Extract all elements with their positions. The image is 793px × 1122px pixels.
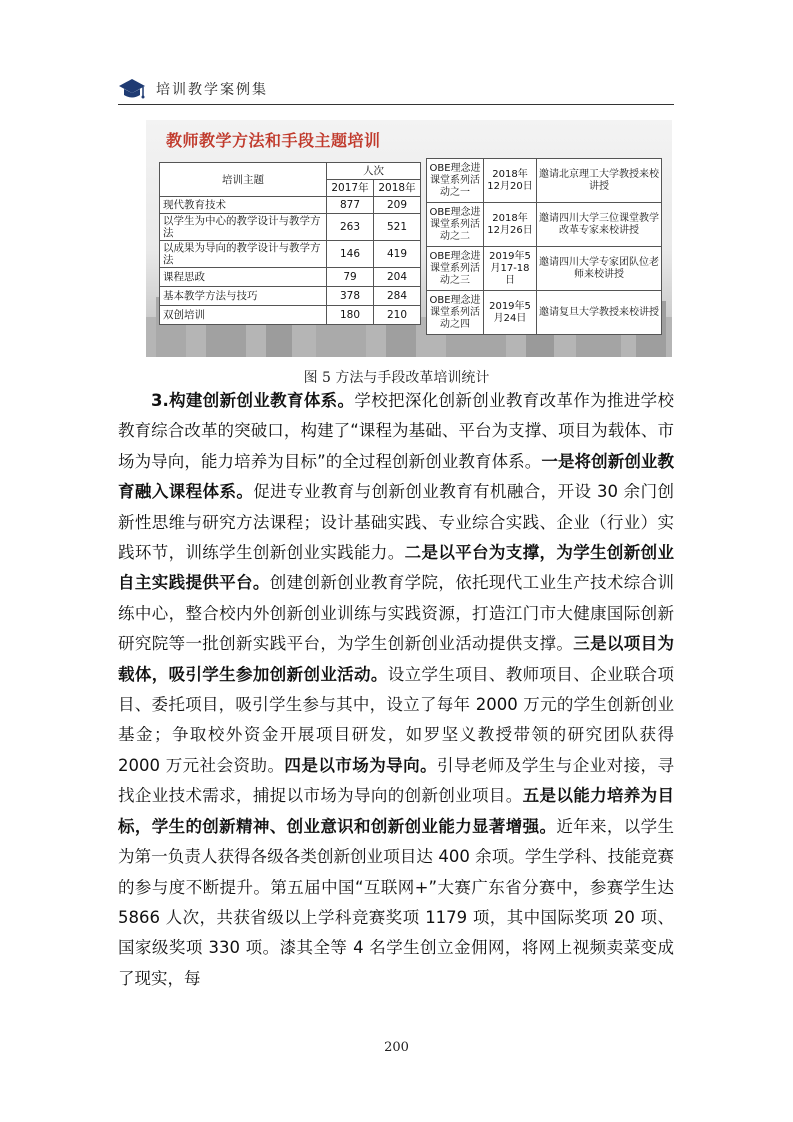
paragraph-text: 创建创新创业教育学院，依托现代工业生产技术综合训练中心，整合校内外创新创业训练与实践资源，打造江门市大健康国际创新研究院等一批创新实践平台，为学生创新创业活动提供支撑。 <box>118 573 674 654</box>
table-row <box>160 214 421 241</box>
table-row <box>160 306 421 325</box>
year-header-2018: 2018年 <box>374 180 421 197</box>
value-cell: 209 <box>374 197 421 214</box>
date-cell: 2019年5月24日 <box>484 291 537 335</box>
topic-header: 培训主题 <box>160 163 327 197</box>
body-text <box>118 386 674 994</box>
topic-cell: 课程思政 <box>160 268 327 287</box>
table-row <box>427 203 662 247</box>
point-heading: 四是以市场为导向。 <box>284 755 438 775</box>
header-title: 培训教学案例集 <box>156 82 268 98</box>
activity-cell: OBE理念进课堂系列活动之四 <box>427 291 484 335</box>
value-cell: 146 <box>327 241 374 268</box>
figure-caption: 图 5 方法与手段改革培训统计 <box>303 370 490 386</box>
date-cell: 2019年5月17-18日 <box>484 247 537 291</box>
value-cell: 210 <box>374 306 421 325</box>
date-cell: 2018年12月20日 <box>484 159 537 203</box>
paragraph-text: 促进专业教育与创新创业教育有机融合，开设 30 余门创新性思维与研究方法课程；设计基础实践、专业综合实践、企业（行业）实践环节，训练学生创新创业实践能力。 <box>118 482 674 563</box>
value-cell: 180 <box>327 306 374 325</box>
year-header-2017: 2017年 <box>327 180 374 197</box>
paragraph-text: 近年来，以学生为第一负责人获得各级各类创新创业项目达 400 余项。学生学科、技能竞赛的参与度不断提升。第五届中国“互联网+”大赛广东省分赛中，参赛学生达 5866 人次，共获省级以上学科竞赛奖项 1179 项，其中国际奖项 20 项、国家级奖项 330 项。漆其全等 4 名学生创立金佣网，将网上视频卖菜变成了现实，每 <box>118 816 674 988</box>
table-row <box>427 291 662 335</box>
group-header: 人次 <box>327 163 421 180</box>
description-cell: 邀请复旦大学教授来校讲授 <box>537 291 662 335</box>
point-heading: 三是以项目为载体，吸引学生参加创新创业活动。 <box>118 634 674 684</box>
description-cell: 邀请四川大学三位课堂教学改革专家来校讲授 <box>537 203 662 247</box>
paragraph-text: 设立学生项目、教师项目、企业联合项目、委托项目，吸引学生参与其中，设立了每年 2000 万元的学生创新创业基金；争取校外资金开展项目研发，如罗坚义教授带领的研究团队获得 2000 万元社会资助。 <box>118 664 674 775</box>
paragraph-text: 学校把深化创新创业教育改革作为推进学校教育综合改革的突破口，构建了“课程为基础、平台为支撑、项目为载体、市场为导向，能力培养为目标”的全过程创新创业教育体系。 <box>118 391 675 471</box>
value-cell: 877 <box>327 197 374 214</box>
page-header <box>118 74 268 104</box>
figure-title: 教师教学方法和手段主题培训 <box>166 131 381 150</box>
table-row <box>427 247 662 291</box>
training-figure <box>146 120 672 357</box>
obe-activities-table <box>426 158 662 335</box>
description-cell: 邀请四川大学专家团队位老师来校讲授 <box>537 247 662 291</box>
topic-cell: 基本教学方法与技巧 <box>160 287 327 306</box>
value-cell: 204 <box>374 268 421 287</box>
value-cell: 263 <box>327 214 374 241</box>
activity-cell: OBE理念进课堂系列活动之三 <box>427 247 484 291</box>
value-cell: 521 <box>374 214 421 241</box>
value-cell: 284 <box>374 287 421 306</box>
topic-cell: 双创培训 <box>160 306 327 325</box>
topic-cell: 以学生为中心的教学设计与教学方法 <box>160 214 327 241</box>
activity-cell: OBE理念进课堂系列活动之一 <box>427 159 484 203</box>
point-heading: 二是以平台为支撑，为学生创新创业自主实践提供平台。 <box>118 543 674 593</box>
body-paragraph <box>118 386 674 994</box>
description-cell: 邀请北京理工大学教授来校讲授 <box>537 159 662 203</box>
topic-cell: 以成果为导向的教学设计与教学方法 <box>160 241 327 268</box>
graduation-cap-icon <box>118 77 146 101</box>
point-heading: 五是以能力培养为目标，学生的创新精神、创业意识和创新创业能力显著增强。 <box>118 786 674 836</box>
point-heading: 一是将创新创业教育融入课程体系。 <box>118 451 674 502</box>
section-heading: 3.构建创新创业教育体系。 <box>151 391 355 410</box>
table-row <box>160 287 421 306</box>
table-row <box>160 241 421 268</box>
topic-cell: 现代教育技术 <box>160 197 327 214</box>
header-rule <box>118 104 674 105</box>
value-cell: 419 <box>374 241 421 268</box>
value-cell: 79 <box>327 268 374 287</box>
table-row <box>160 197 421 214</box>
table-row <box>427 159 662 203</box>
activity-cell: OBE理念进课堂系列活动之二 <box>427 203 484 247</box>
paragraph-text: 引导老师及学生与企业对接，寻找企业技术需求，捕捉以市场为导向的创新创业项目。 <box>118 755 674 806</box>
page-number: 200 <box>384 1040 409 1055</box>
table-row <box>160 268 421 287</box>
training-topics-table <box>159 162 421 325</box>
value-cell: 378 <box>327 287 374 306</box>
date-cell: 2018年12月26日 <box>484 203 537 247</box>
